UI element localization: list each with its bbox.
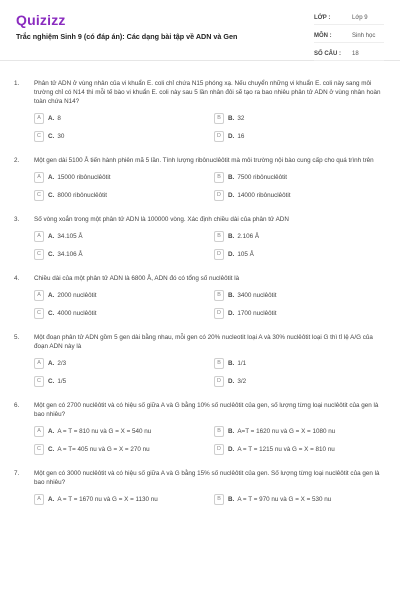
option-label: D. — [228, 377, 235, 385]
option-letter-box: A — [34, 231, 44, 242]
option-value: 4000 nuclêôtit — [57, 309, 97, 317]
option-value: 3400 nuclêôtit — [237, 291, 277, 299]
question-header — [14, 469, 384, 487]
option-letter-box: C — [34, 308, 44, 319]
option-label: B. — [228, 291, 235, 299]
option-value: 1/1 — [237, 359, 247, 367]
option-label: B. — [228, 495, 235, 503]
option-label: A. — [48, 291, 55, 299]
question-header — [14, 79, 384, 106]
option-letter-box: D — [214, 190, 224, 201]
question-number: 1. — [14, 80, 20, 87]
option-label: A. — [48, 232, 55, 240]
option-label: C. — [48, 132, 55, 140]
answer-option-b[interactable] — [214, 425, 384, 437]
answer-option-b[interactable] — [214, 230, 384, 242]
option-letter-box: D — [214, 249, 224, 260]
meta-grade — [314, 12, 384, 25]
option-value: A = T = 970 nu và G = X = 530 nu — [237, 495, 332, 503]
option-value: 15000 ribônuclêôtit — [57, 173, 111, 181]
option-value: A = T = 1215 nu và G = X = 810 nu — [237, 445, 335, 453]
option-label: D. — [228, 132, 235, 140]
option-letter-box: D — [214, 444, 224, 455]
answer-option-c[interactable] — [34, 307, 204, 319]
question-text: Chiều dài của một phân tử ADN là 6800 Å, ADN đó có tổng số nuclêôtit là — [34, 275, 240, 282]
option-label: A. — [48, 495, 55, 503]
quizizz-logo[interactable]: Quizizz — [16, 12, 66, 28]
option-value: 105 Å — [237, 250, 254, 258]
question-list — [0, 61, 400, 505]
option-label: A. — [48, 173, 55, 181]
answer-options — [34, 493, 384, 505]
option-letter-box: C — [34, 190, 44, 201]
option-value: A = T = 1670 nu và G = X = 1130 nu — [57, 495, 158, 503]
option-value: 1/5 — [57, 377, 67, 385]
option-letter-box: A — [34, 290, 44, 301]
option-label: C. — [48, 191, 55, 199]
option-label: A. — [48, 427, 55, 435]
question-item — [14, 215, 384, 260]
quiz-meta — [314, 12, 384, 66]
meta-value: Sinh học — [352, 33, 376, 39]
answer-option-d[interactable] — [214, 375, 384, 387]
answer-option-c[interactable] — [34, 248, 204, 260]
question-number: 3. — [14, 216, 20, 223]
answer-option-c[interactable] — [34, 189, 204, 201]
option-value: 32 — [237, 114, 245, 122]
option-label: D. — [228, 191, 235, 199]
option-label: B. — [228, 114, 235, 122]
option-value: 30 — [57, 132, 65, 140]
option-letter-box: D — [214, 308, 224, 319]
option-letter-box: A — [34, 358, 44, 369]
option-value: 8 — [57, 114, 61, 122]
option-label: A. — [48, 359, 55, 367]
answer-option-d[interactable] — [214, 248, 384, 260]
question-text: Một gen có 2700 nuclêôtit và có hiệu số giữa A và G bằng 10% số nuclêôtit của gen, số lượng từng loại nuclêôtit của gen là bao nhiêu? — [34, 402, 379, 418]
answer-option-c[interactable] — [34, 130, 204, 142]
answer-option-c[interactable] — [34, 375, 204, 387]
option-label: C. — [48, 250, 55, 258]
option-label: B. — [228, 427, 235, 435]
question-number: 4. — [14, 275, 20, 282]
option-letter-box: B — [214, 113, 224, 124]
answer-options — [34, 357, 384, 387]
option-label: C. — [48, 309, 55, 317]
question-header — [14, 274, 384, 283]
option-letter-box: B — [214, 231, 224, 242]
option-value: 2.106 Å — [237, 232, 260, 240]
answer-options — [34, 230, 384, 260]
option-value: 34.106 Å — [57, 250, 83, 258]
answer-option-d[interactable] — [214, 189, 384, 201]
question-item — [14, 274, 384, 319]
answer-option-a[interactable] — [34, 112, 204, 124]
option-letter-box: C — [34, 249, 44, 260]
option-letter-box: B — [214, 426, 224, 437]
option-value: 2000 nuclêôtit — [57, 291, 97, 299]
answer-option-a[interactable] — [34, 289, 204, 301]
option-letter-box: D — [214, 131, 224, 142]
question-number: 5. — [14, 334, 20, 341]
answer-option-b[interactable] — [214, 171, 384, 183]
option-label: A. — [48, 114, 55, 122]
option-letter-box: A — [34, 494, 44, 505]
option-letter-box: B — [214, 494, 224, 505]
option-label: C. — [48, 377, 55, 385]
option-letter-box: D — [214, 376, 224, 387]
option-value: A = T= 405 nu và G = X = 270 nu — [57, 445, 150, 453]
option-letter-box: A — [34, 172, 44, 183]
option-letter-box: C — [34, 444, 44, 455]
option-letter-box: C — [34, 376, 44, 387]
question-number: 7. — [14, 470, 20, 477]
option-label: D. — [228, 445, 235, 453]
question-item — [14, 469, 384, 505]
option-label: D. — [228, 250, 235, 258]
answer-option-a[interactable] — [34, 493, 204, 505]
question-header — [14, 156, 384, 165]
question-number: 6. — [14, 402, 20, 409]
meta-subject — [314, 30, 384, 43]
option-value: 14000 ribônuclêôtit — [237, 191, 291, 199]
option-value: A=T = 1620 nu và G = X = 1080 nu — [237, 427, 336, 435]
answer-option-b[interactable] — [214, 357, 384, 369]
option-value: 7500 ribônuclêôtit — [237, 173, 288, 181]
option-letter-box: B — [214, 290, 224, 301]
option-value: 2/3 — [57, 359, 67, 367]
question-item — [14, 156, 384, 201]
question-item — [14, 79, 384, 142]
option-value: 34.105 Å — [57, 232, 83, 240]
option-label: D. — [228, 309, 235, 317]
question-text: Một đoạn phân tử ADN gồm 5 gen dài bằng nhau, mỗi gen có 20% nucleotit loại A và 30% nuclêôtit loại G thì tỉ lệ A/G của đoạn ADN này là — [34, 334, 373, 350]
question-text: Một gen dài 5100 Å tiến hành phiên mã 5 lần. Tính lượng ribônuclêôtit mà môi trường nội bào cung cấp cho quá trình trên — [34, 157, 374, 164]
option-label: B. — [228, 173, 235, 181]
question-header — [14, 401, 384, 419]
option-value: 3/2 — [237, 377, 247, 385]
option-label: B. — [228, 232, 235, 240]
option-letter-box: C — [34, 131, 44, 142]
answer-option-d[interactable] — [214, 130, 384, 142]
option-label: C. — [48, 445, 55, 453]
question-text: Số vòng xoắn trong một phân tử ADN là 100000 vòng. Xác định chiều dài của phân tử ADN — [34, 216, 289, 223]
question-item — [14, 333, 384, 387]
question-header — [14, 215, 384, 224]
meta-key: MÔN : — [314, 33, 332, 39]
question-text: Một gen có 3000 nuclêôtit và có hiệu số giữa A và G bằng 15% số nuclêôtit của gen. Số lượng từng loại nuclêôtit của gen là bao nhiêu? — [34, 470, 380, 486]
answer-options — [34, 425, 384, 455]
option-letter-box: A — [34, 113, 44, 124]
answer-option-d[interactable] — [214, 307, 384, 319]
answer-options — [34, 112, 384, 142]
option-value: 8000 ribônuclêôtit — [57, 191, 108, 199]
meta-value: 18 — [352, 51, 359, 57]
meta-key: LỚP : — [314, 15, 331, 21]
option-value: 1700 nuclêôtit — [237, 309, 277, 317]
option-letter-box: A — [34, 426, 44, 437]
answer-option-b[interactable] — [214, 289, 384, 301]
answer-option-a[interactable] — [34, 171, 204, 183]
answer-option-a[interactable] — [34, 230, 204, 242]
option-letter-box: B — [214, 358, 224, 369]
answer-option-c[interactable] — [34, 443, 204, 455]
option-value: 16 — [237, 132, 245, 140]
page-header — [0, 0, 400, 61]
question-number: 2. — [14, 157, 20, 164]
meta-question-count — [314, 48, 384, 61]
answer-option-b[interactable] — [214, 112, 384, 124]
meta-value: Lớp 9 — [352, 15, 368, 21]
option-label: B. — [228, 359, 235, 367]
answer-options — [34, 171, 384, 201]
question-item — [14, 401, 384, 455]
question-text: Phân tử ADN ở vùng nhân của vi khuẩn E. coli chỉ chứa N15 phóng xạ. Nếu chuyển những vi khuẩn E. coli này sang môi trường chỉ có N14 thì mỗi tế bào vi khuẩn E. coli này sau 5 lần nhân đôi sẽ tạo ra bao nhiêu phân tử ADN ở vùng nhân hoàn toàn chứa N14? — [34, 80, 381, 105]
answer-option-a[interactable] — [34, 357, 204, 369]
answer-option-d[interactable] — [214, 443, 384, 455]
question-header — [14, 333, 384, 351]
page-title: Trắc nghiệm Sinh 9 (có đáp án): Các dạng bài tập về ADN và Gen — [16, 32, 238, 41]
answer-options — [34, 289, 384, 319]
option-value: A = T = 810 nu và G = X = 540 nu — [57, 427, 152, 435]
answer-option-b[interactable] — [214, 493, 384, 505]
meta-key: SỐ CÂU : — [314, 51, 341, 57]
answer-option-a[interactable] — [34, 425, 204, 437]
option-letter-box: B — [214, 172, 224, 183]
